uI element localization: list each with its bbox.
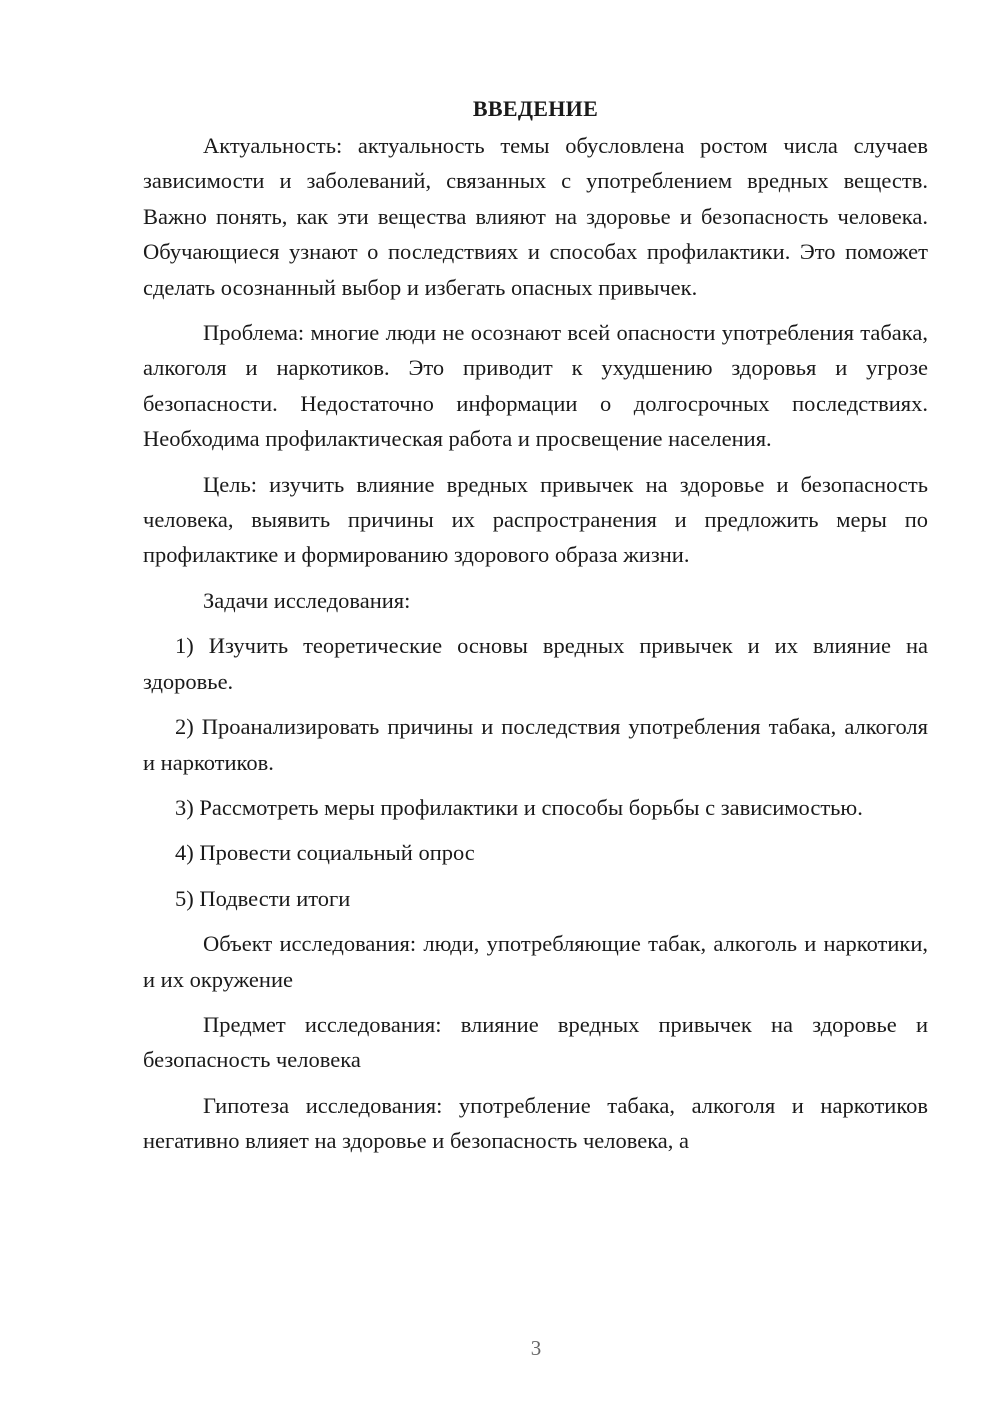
object-paragraph: Объект исследования: люди, употребляющие табак, алкоголь и наркотики, и их окружение (143, 931, 928, 992)
task-item: 3) Рассмотреть меры профилактики и способы борьбы с зависимостью. (175, 794, 863, 820)
tasks-list (143, 628, 928, 916)
tasks-heading: Задачи исследования: (203, 587, 411, 613)
document-page (143, 92, 928, 1169)
problem-paragraph: Проблема: многие люди не осознают всей опасности употребления табака, алкоголя и наркотиков. Это приводит к ухудшению здоровья и угрозе безопасности. Недостаточно информации о долгосрочных последствиях. Необходима профилактическая работа и просвещение населения. (143, 320, 928, 452)
task-item: 1) Изучить теоретические основы вредных привычек и их влияние на здоровье. (143, 633, 928, 694)
goal-paragraph: Цель: изучить влияние вредных привычек на здоровье и безопасность человека, выявить причины их распространения и предложить меры по профилактике и формированию здорового образа жизни. (143, 471, 928, 568)
task-item: 5) Подвести итоги (175, 885, 351, 911)
subject-paragraph: Предмет исследования: влияние вредных привычек на здоровье и безопасность человека (143, 1011, 928, 1073)
task-item: 2) Проанализировать причины и последствия употребления табака, алкоголя и наркотиков. (143, 714, 928, 775)
section-title: ВВЕДЕНИЕ (472, 96, 599, 121)
hypothesis-paragraph: Гипотеза исследования: употребление табака, алкоголя и наркотиков негативно влияет на здоровье и безопасность человека, а (143, 1092, 928, 1154)
task-item: 4) Провести социальный опрос (175, 840, 475, 866)
page-number: 3 (530, 1336, 542, 1360)
relevance-paragraph: Актуальность: актуальность темы обусловлена ростом числа случаев зависимости и заболеваний, связанных с употреблением вредных веществ. Важно понять, как эти вещества влияют на здоровье и безопасность человека. Обучающиеся узнают о последствиях и способах профилактики. Это поможет сделать осознанный выбор и избегать опасных привычек. (143, 133, 928, 300)
